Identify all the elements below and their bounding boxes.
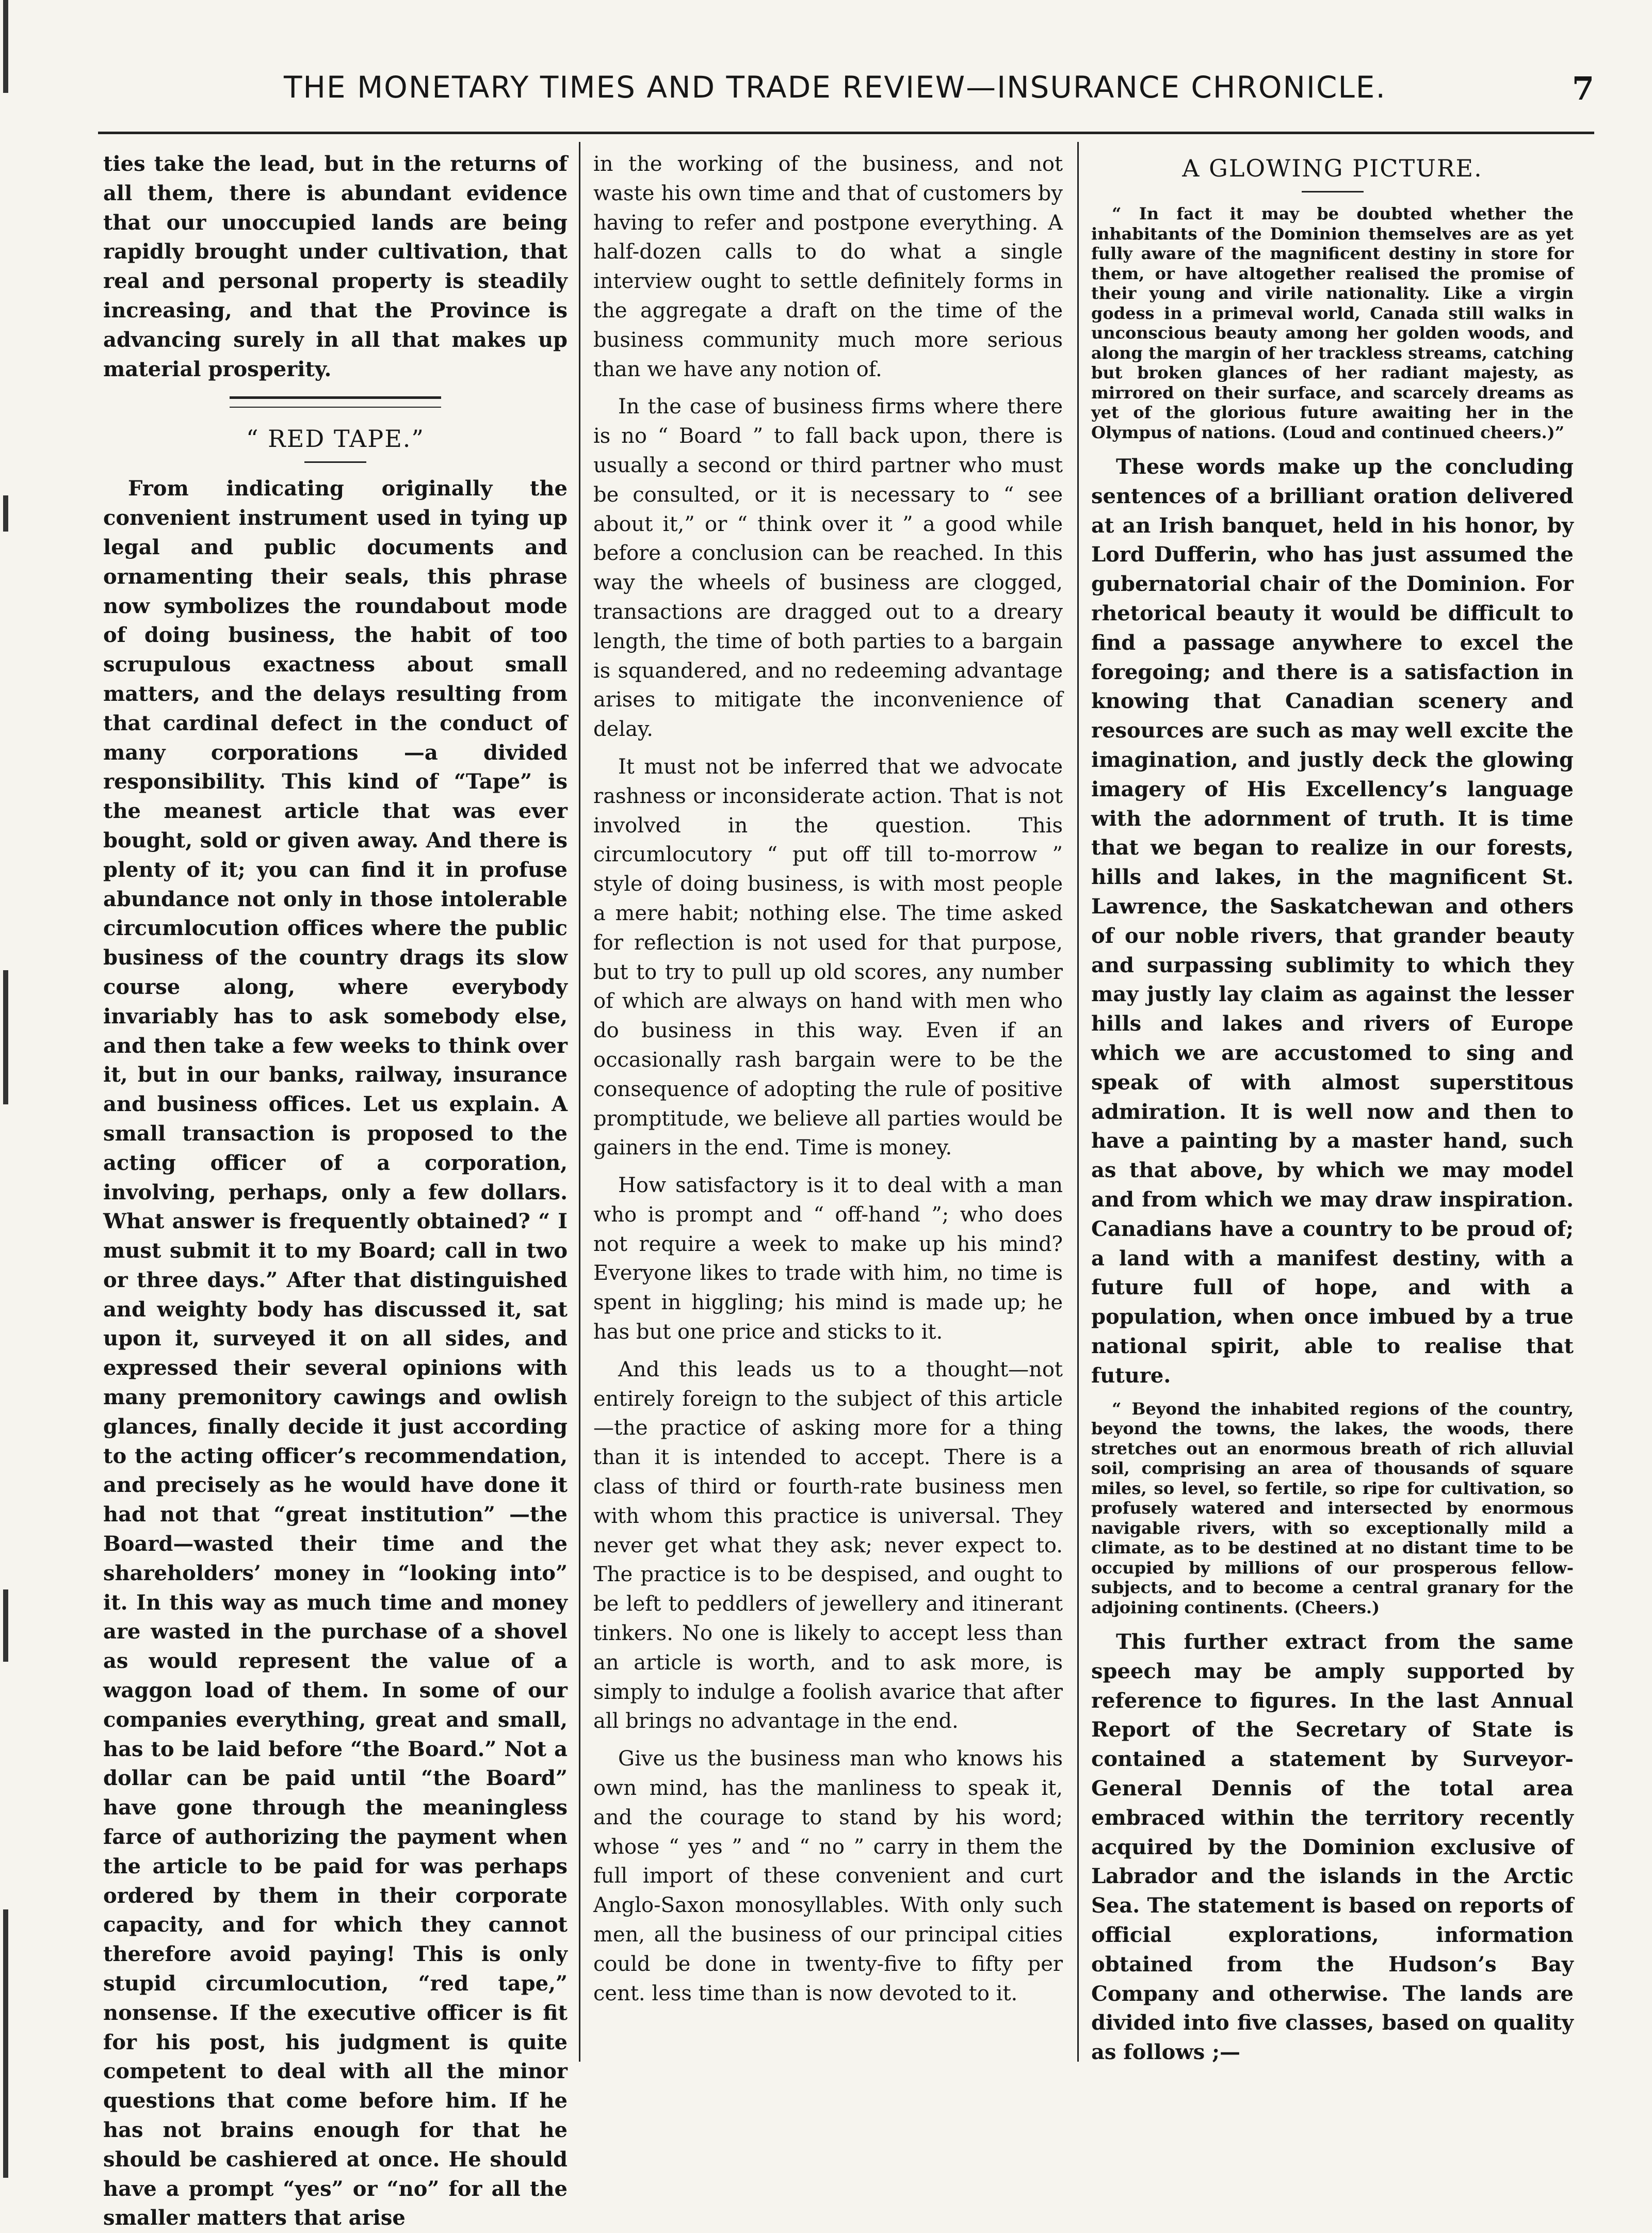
column-1 [103, 150, 568, 2230]
intro-paragraph: ties take the lead, but in the returns of all them, there is abundant evidence that our unoccupied lands are being rapidly brought under cultivation, that real and personal property is steadily increasing, and that the Province is advancing surely in all that makes up material prosperity. [103, 152, 568, 381]
section-separator [230, 396, 441, 408]
column-3 [1091, 150, 1574, 2065]
column-divider-2 [1077, 142, 1079, 2062]
page-header [98, 65, 1594, 121]
quotation-1: “ In fact it may be doubted whether the inhabitants of the Dominion themselves are as yet fully aware of the magnificent destiny in store for them, or have altogether realised the promise of their young and virile nationality. Like a virgin godess in a primeval world, Canada still walks in unconscious beauty among her golden woods, and along the margin of her trackless streams, catching but broken glances of her radiant majesty, as mirrored on their surface, and scarcely dreams as yet of the glorious future awaiting her in the Olympus of nations. (Loud and continued cheers.)” [1091, 204, 1574, 442]
paragraph: Give us the business man who knows his own mind, has the manliness to speak it, and the courage to stand by his word; whose “ yes ” and “ no ” carry in them the full import of these convenient and curt Anglo-Saxon monosyllables. With only such men, all the business of our principal cities could be done in twenty-five to fifty per cent. less time than is now devoted to it. [593, 1747, 1063, 2005]
paragraph: How satisfactory is it to deal with a man who is prompt and “ off-hand ”; who does not require a week to make up his mind? Everyone likes to trade with him, no time is spent in higgling; his mind is made up; he has but one price and sticks to it. [593, 1174, 1063, 1344]
paragraph: And this leads us to a thought—not entirely foreign to the subject of this article—the practice of asking more for a thing than it is intended to accept. There is a class of third or fourth-rate business men with whom this practice is universal. They never get what they ask; never expect to. The practice is to be despised, and ought to be left to peddlers of jewellery and itinerant tinkers. No one is likely to accept less than an article is worth, and to ask more, is simply to indulge a foolish avarice that after all brings no advantage in the end. [593, 1357, 1063, 1733]
column-divider-1 [579, 142, 580, 2062]
glowing-picture-heading: A GLOWING PICTURE. [1182, 154, 1483, 182]
red-tape-heading: “ RED TAPE.” [246, 425, 425, 453]
paragraph: These words make up the concluding sentences of a brilliant oration delivered at an Irish banquet, held in his honor, by Lord Dufferin, who has just assumed the gubernatorial chair of the Dominion. For rhetorical beauty it would be difficult to find a passage anywhere to excel the foregoing; and there is a satisfaction in knowing that Canadian scenery and resources are such as may well excite the imagination, and justly deck the glowing imagery of His Excellency’s language with the adornment of truth. It is time that we began to realize in our forests, hills and lakes, in the magnificent St. Lawrence, the Saskatchewan and others of our noble rivers, that grander beauty and surpassing sublimity to which they may justly lay claim as against the lesser hills and lakes and rivers of Europe which we are accustomed to sing and speak of with almost superstitous admiration. It is well now and then to have a painting by a master hand, such as that above, by which we may model and from which we may draw inspiration. Canadians have a country to be proud of; a land with a manifest destiny, with a future full of hope, and with a population, when once imbued by a true national spirit, able to realise that future. [1091, 455, 1574, 1388]
paragraph: In the case of business firms where there is no “ Board ” to fall back upon, there is usually a second or third partner who must be consulted, or it is necessary to “ see about it,” or “ think over it ” a good while before a conclusion can be reached. In this way the wheels of business are clogged, transactions are dragged out to a dreary length, the time of both parties to a bargain is squandered, and no redeeming advantage arises to mitigate the inconvenience of delay. [593, 395, 1063, 742]
heading-rule [1302, 191, 1364, 192]
page-number: 7 [1572, 70, 1594, 107]
paragraph: This further extract from the same speech may be amply supported by reference to figures. In the last Annual Report of the Secretary of State is contained a statement by Surveyor-General Dennis of the total area embraced within the territory recently acquired by the Dominion exclusive of Labrador and the islands in the Arctic Sea. The statement is based on reports of official explorations, information obtained from the Hudson’s Bay Company and otherwise. The lands are divided into five classes, based on quality as follows ;— [1091, 1630, 1574, 2065]
red-tape-body: From indicating originally the convenient instrument used in tying up legal and public documents and ornamenting their seals, this phrase now symbolizes the roundabout mode of doing business, the habit of too scrupulous exactness about small matters, and the delays resulting from that cardinal defect in the conduct of many corporations —a divided responsibility. This kind of “Tape” is the meanest article that was ever bought, sold or given away. And there is plenty of it; you can find it in profuse abundance not only in those intolerable circumlocution offices where the public business of the country drags its slow course along, where everybody invariably has to ask somebody else, and then take a few weeks to think over it, but in our banks, railway, insurance and business offices. Let us explain. A small transaction is proposed to the acting officer of a corporation, involving, perhaps, only a few dollars. What answer is frequently obtained? “ I must submit it to my Board; call in two or three days.” After that distinguished and weighty body has discussed it, sat upon it, surveyed it on all sides, and expressed their several opinions with many premonitory cawings and owlish glances, finally decide it just according to the acting officer’s recommendation, and precisely as he would have done it had not that “great institution” —the Board—wasted their time and the shareholders’ money in “looking into” it. In this way as much time and money are wasted in the purchase of a shovel as would represent the value of a waggon load of them. In some of our companies everything, great and small, has to be laid before “the Board.” Not a dollar can be paid until “the Board” have gone through the meaningless farce of authorizing the payment when the article to be paid for was perhaps ordered by them in their corporate capacity, and for which they cannot therefore avoid paying! This is only stupid circumlocution, “red tape,” nonsense. If the executive officer is fit for his post, his judgment is quite competent to deal with all the minor questions that come before him. If he has not brains enough for that he should be cashiered at once. He should have a prompt “yes” or “no” for all the smaller matters that arise [103, 476, 568, 2230]
scan-margin-marks [0, 0, 15, 2182]
publication-title: THE MONETARY TIMES AND TRADE REVIEW—INSURANCE CHRONICLE. [284, 70, 1386, 105]
paragraph: It must not be inferred that we advocate rashness or inconsiderate action. That is not involved in the question. This circumlocutory “ put off till to-morrow ” style of doing business, is with most people a mere habit; nothing else. The time asked for reflection is not used for that purpose, but to try to pull up old scores, any number of which are always on hand with men who do business in this way. Even if an occasionally rash bargain were to be the consequence of adopting the rule of positive promptitude, we believe all parties would be gainers in the end. Time is money. [593, 754, 1063, 1160]
quotation-2: “ Beyond the inhabited regions of the country, beyond the towns, the lakes, the woods, there stretches out an enormous breath of rich alluvial soil, comprising an area of thousands of square miles, so level, so fertile, so ripe for cultivation, so profusely watered and intersected by enormous navigable rivers, with so exceptionally mild a climate, as to be destined at no distant time to be occupied by millions of our prosperous fellow-subjects, and to become a central granary for the adjoining continents. (Cheers.) [1091, 1399, 1574, 1617]
header-rule [98, 132, 1594, 134]
heading-rule [304, 461, 366, 463]
paragraph: in the working of the business, and not waste his own time and that of customers by having to refer and postpone everything. A half-dozen calls to do what a single interview ought to settle definitely forms in the aggregate a draft on the time of the business community much more serious than we have any notion of. [593, 152, 1063, 381]
column-2 [593, 150, 1063, 2049]
